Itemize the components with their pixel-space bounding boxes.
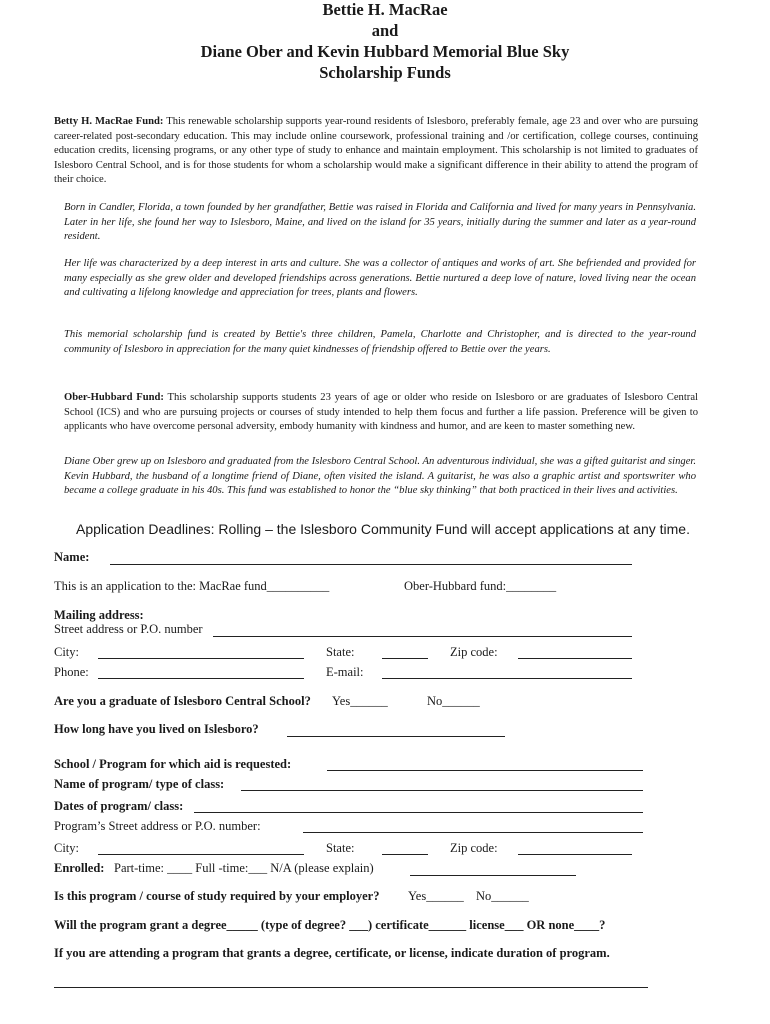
title-line-4: Scholarship Funds xyxy=(319,63,451,82)
duration-field[interactable] xyxy=(54,987,648,988)
oberhubbard-bio: Diane Ober grew up on Islesboro and graduated from the Islesboro Central School. An adventurous individual, she was a gifted guitarist and singer. Kevin Hubbard, the husband of a longtime friend of Diane, often visited the island. A guitarist, he was also a graphic artist and sportswriter who became a college graduate in his 40s. This fund was established to honor the “blue sky thinking” that both practiced in their lives and activities. xyxy=(64,456,696,497)
employer-no[interactable]: No______ xyxy=(476,889,529,903)
duration-question: If you are attending a program that grants a degree, certificate, or license, indicate duration of program. xyxy=(54,946,610,960)
enrolled-label: Enrolled: xyxy=(54,861,105,875)
email-label: E-mail: xyxy=(326,665,364,679)
oberhubbard-fund-description xyxy=(64,391,698,435)
program-street-label: Program’s Street address or P.O. number: xyxy=(54,819,261,833)
state-field[interactable] xyxy=(382,658,428,659)
city-label: City: xyxy=(54,645,80,659)
employer-question: Is this program / course of study required by your employer? xyxy=(54,889,380,903)
macrae-fund-text: This renewable scholarship supports year-round residents of Islesboro, preferably female, age 23 and over who are pursuing career-related post-secondary education. This may include online coursework, professional training and /or certification, college courses, continuing education credits, licensing programs, or any other type of study to enhance and maintain employment. This scholarship is not limited to graduates of Islesboro Central School, and is for those students for whom a scholarship would make a significant difference in their ability to attend the program of their choice. xyxy=(54,116,698,186)
street-address-field[interactable] xyxy=(213,636,632,637)
graduate-yes[interactable]: Yes______ xyxy=(332,694,388,708)
state-label: State: xyxy=(326,645,355,659)
enrolled-explain-field[interactable] xyxy=(410,875,576,876)
macrae-bio-2: Her life was characterized by a deep interest in arts and culture. She was a collector of antiques and works of art. She befriended and provided for many especially as she grew older and developed friendships across generations. Bettie nurtured a deep love of nature, loved living near the ocean and cultivating a lifelong knowledge and appreciation for trees, plants and flowers. xyxy=(64,258,696,299)
enrolled-options[interactable]: Part-time: ____ Full -time:___ N/A (please explain) xyxy=(114,861,374,875)
graduate-question: Are you a graduate of Islesboro Central School? xyxy=(54,694,311,708)
program-city-field[interactable] xyxy=(98,854,304,855)
school-program-label: School / Program for which aid is requested: xyxy=(54,757,292,771)
macrae-fund-label: Betty H. MacRae Fund: xyxy=(54,116,164,127)
program-dates-label: Dates of program/ class: xyxy=(54,799,184,813)
zip-field[interactable] xyxy=(518,658,632,659)
macrae-fund-description xyxy=(54,115,698,188)
zip-label: Zip code: xyxy=(450,645,498,659)
employer-yes[interactable]: Yes______ xyxy=(408,889,464,903)
program-city-label: City: xyxy=(54,841,80,855)
macrae-bio-3: This memorial scholarship fund is created by Bettie's three children, Pamela, Charlotte and Christopher, and is directed to the year-round community of Islesboro in appreciation for the many quiet kindnesses of friendship offered to Bettie over the years. xyxy=(64,329,696,355)
email-field[interactable] xyxy=(382,678,632,679)
program-state-field[interactable] xyxy=(382,854,428,855)
degree-question[interactable]: Will the program grant a degree_____ (type of degree? ___) certificate______ license___ OR none____? xyxy=(54,918,606,932)
program-zip-label: Zip code: xyxy=(450,841,498,855)
program-dates-field[interactable] xyxy=(194,812,643,813)
school-program-field[interactable] xyxy=(327,770,643,771)
program-zip-field[interactable] xyxy=(518,854,632,855)
phone-label: Phone: xyxy=(54,665,89,679)
title-line-1: Bettie H. MacRae xyxy=(322,0,448,19)
application-to-macrae[interactable]: This is an application to the: MacRae fund__________ xyxy=(54,579,330,593)
application-to-oberhubbard[interactable]: Ober-Hubbard fund:________ xyxy=(404,579,557,593)
application-deadline: Application Deadlines: Rolling – the Islesboro Community Fund will accept applications at any time. xyxy=(76,521,690,537)
title-line-3: Diane Ober and Kevin Hubbard Memorial Blue Sky xyxy=(200,42,570,61)
program-name-label: Name of program/ type of class: xyxy=(54,777,225,791)
title-line-2: and xyxy=(371,21,399,40)
lived-question: How long have you lived on Islesboro? xyxy=(54,722,259,736)
street-address-label: Street address or P.O. number xyxy=(54,622,203,636)
macrae-bio-1: Born in Candler, Florida, a town founded by her grandfather, Bettie was raised in Florida and California and lived for many years in Pennsylvania. Later in her life, she found her way to Islesboro, Maine, and lived on the island for 35 years, initially during the summer and later as a year-round resident. xyxy=(64,202,696,243)
oberhubbard-fund-text: This scholarship supports students 23 years of age or older who reside on Islesboro or are graduates of Islesboro Central School (ICS) and who are pursuing projects or courses of study intended to help them focus and further a life passion. Preference will be given to applicants who have overcome personal adversity, embody humanity with kindness and humor, and are keen to master something new. xyxy=(64,392,698,433)
name-label: Name: xyxy=(54,550,90,564)
program-state-label: State: xyxy=(326,841,355,855)
name-field[interactable] xyxy=(110,564,632,565)
program-name-field[interactable] xyxy=(241,790,643,791)
program-street-field[interactable] xyxy=(303,832,643,833)
mailing-address-label: Mailing address: xyxy=(54,608,144,622)
phone-field[interactable] xyxy=(98,678,304,679)
city-field[interactable] xyxy=(98,658,304,659)
oberhubbard-fund-label: Ober-Hubbard Fund: xyxy=(64,392,164,403)
lived-field[interactable] xyxy=(287,736,505,737)
graduate-no[interactable]: No______ xyxy=(427,694,480,708)
